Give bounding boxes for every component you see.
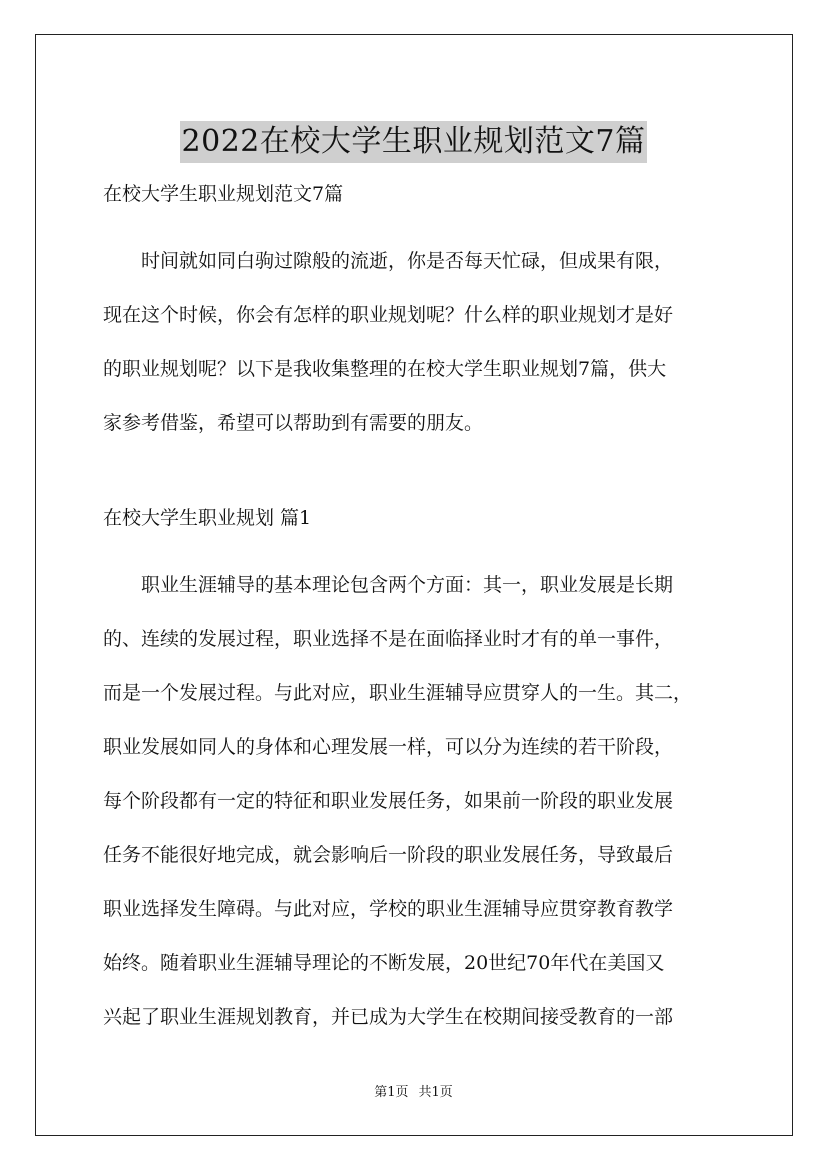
title-container	[0, 101, 827, 183]
paragraph-line: 始终。随着职业生涯辅导理论的不断发展，20世纪70年代在美国又	[103, 952, 665, 974]
paragraph-line: 兴起了职业生涯规划教育，并已成为大学生在校期间接受教育的一部	[103, 1006, 674, 1028]
page-footer	[0, 1084, 827, 1102]
paragraph-line: 时间就如同白驹过隙般的流逝，你是否每天忙碌，但成果有限，	[141, 250, 674, 272]
page-number-total: 共1页	[418, 1085, 453, 1100]
paragraph-line: 而是一个发展过程。与此对应，职业生涯辅导应贯穿人的一生。其二，	[103, 682, 693, 704]
paragraph-line: 的、连续的发展过程，职业选择不是在面临择业时才有的单一事件，	[103, 628, 674, 650]
paragraph-line: 的职业规划呢？以下是我收集整理的在校大学生职业规划7篇，供大	[103, 358, 667, 380]
page-number-current: 第1页	[374, 1085, 409, 1100]
paragraph-line: 任务不能很好地完成，就会影响后一阶段的职业发展任务，导致最后	[103, 844, 674, 866]
paragraph-line: 家参考借鉴，希望可以帮助到有需要的朋友。	[103, 412, 484, 434]
section-heading: 在校大学生职业规划 篇1	[103, 507, 312, 529]
paragraph-line: 职业发展如同人的身体和心理发展一样，可以分为连续的若干阶段，	[103, 736, 674, 758]
paragraph-line: 每个阶段都有一定的特征和职业发展任务，如果前一阶段的职业发展	[103, 790, 674, 812]
document-body	[103, 176, 739, 1044]
intro-paragraph	[103, 234, 739, 450]
document-title: 2022在校大学生职业规划范文7篇	[180, 121, 648, 163]
document-subtitle: 在校大学生职业规划范文7篇	[103, 183, 344, 205]
paragraph-line: 职业选择发生障碍。与此对应，学校的职业生涯辅导应贯穿教育教学	[103, 898, 674, 920]
section1-paragraph	[103, 558, 739, 1044]
section-spacer	[103, 450, 739, 500]
paragraph-line: 职业生涯辅导的基本理论包含两个方面：其一，职业发展是长期	[141, 574, 674, 596]
paragraph-line: 现在这个时候，你会有怎样的职业规划呢？什么样的职业规划才是好	[103, 304, 674, 326]
